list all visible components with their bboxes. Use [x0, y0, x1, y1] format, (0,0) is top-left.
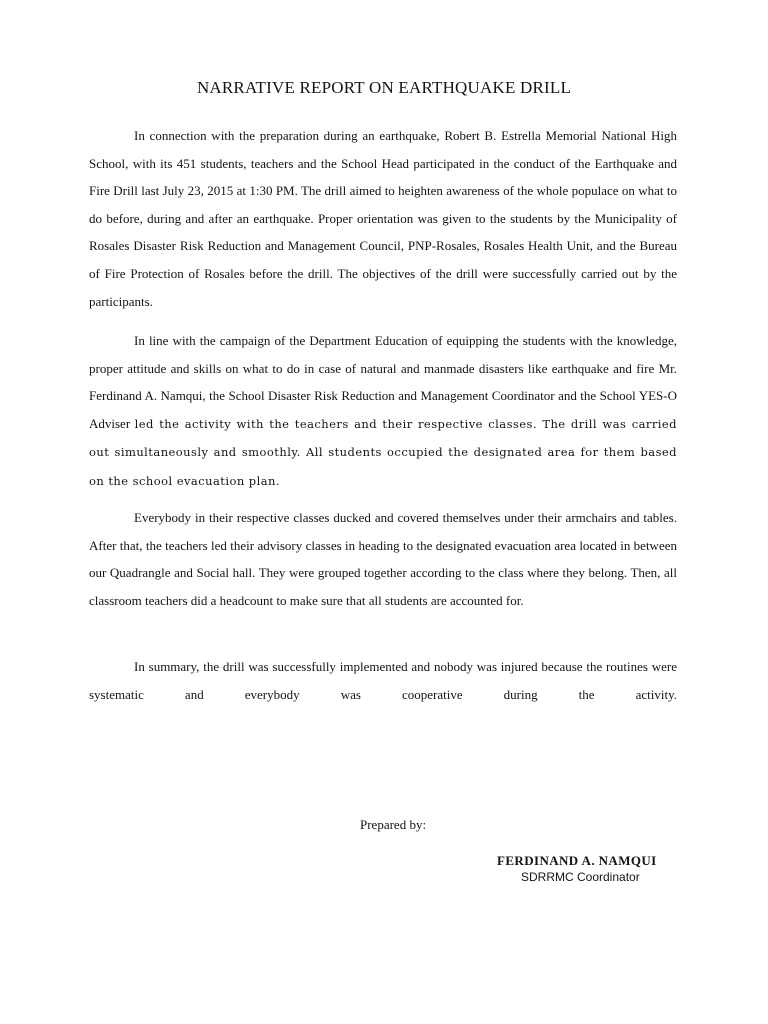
signatory-role: SDRRMC Coordinator — [521, 870, 640, 884]
paragraph-summary — [89, 653, 677, 708]
document-title: NARRATIVE REPORT ON EARTHQUAKE DRILL — [196, 78, 572, 97]
paragraph-intro: In connection with the preparation during an earthquake, Robert B. Estrella Memorial National High School, with its 451 students, teachers and the School Head participated in the conduct of the Earthquake and Fire Drill last July 23, 2015 at 1:30 PM. The drill aimed to heighten awareness of the whole populace on what to do before, during and after an earthquake. Proper orientation was given to the students by the Municipality of Rosales Disaster Risk Reduction and Management Council, PNP-Rosales, Rosales Health Unit, and the Bureau of Fire Protection of Rosales before the drill. The objectives of the drill were successfully carried out by the participants. — [89, 128, 677, 309]
paragraph-summary-text: In summary, the drill was successfully implemented and nobody was injured because the routines were systematic and everybody was cooperative during the activity. — [89, 659, 677, 702]
paragraph-campaign-part-2: led the activity with the teachers and their respective classes. The drill was carried out simultaneously and smoothly. All students occupied the designated area for them based on the school evacuation plan. — [89, 416, 677, 488]
signatory-name: FERDINAND A. NAMQUI — [497, 853, 657, 868]
paragraph-evacuation: Everybody in their respective classes ducked and covered themselves under their armchairs and tables. After that, the teachers led their advisory classes in heading to the designated evacuation area located in between our Quadrangle and Social hall. They were grouped together according to the class where they belong. Then, all classroom teachers did a headcount to make sure that all students are accounted for. — [89, 510, 677, 608]
prepared-by-label: Prepared by: — [360, 817, 427, 832]
paragraph-campaign-part-1: In line with the campaign of the Department Education of equipping the students with the knowledge, proper attitude and skills on what to do in case of natural and manmade disasters like earthquake and fire Mr. Ferdinand A. Namqui, the School Disaster Risk Reduction and Management Coordinator and the School YES-O Adviser — [89, 333, 677, 431]
paragraph-campaign — [89, 327, 677, 496]
